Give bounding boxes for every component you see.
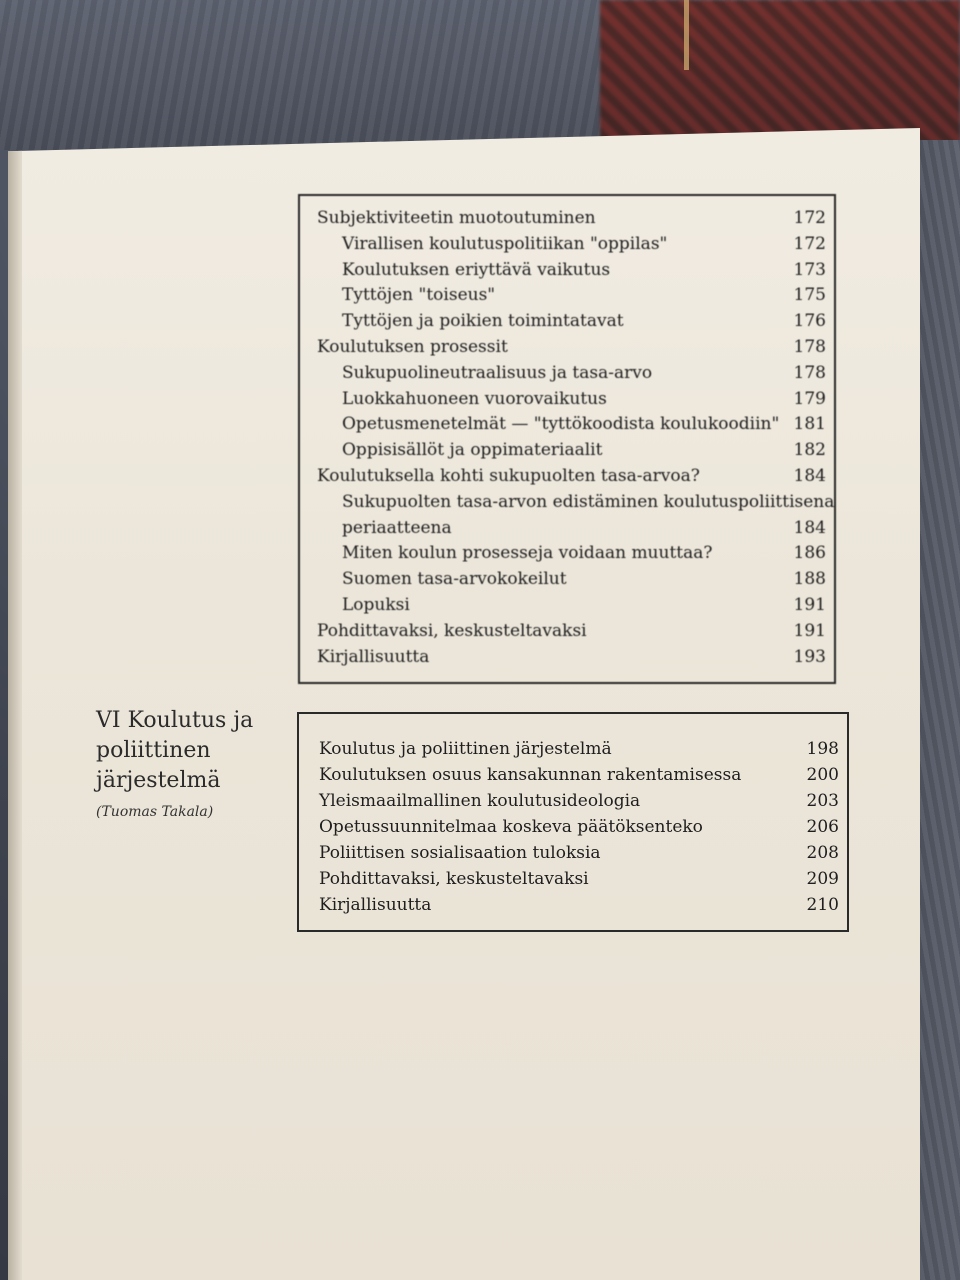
toc-box-part-1 — [298, 194, 836, 684]
toc-entry-page: 210 — [806, 895, 839, 915]
toc-entry-title: Koulutuksella kohti sukupuolten tasa-arvoa? — [317, 465, 700, 486]
toc-entry — [299, 762, 847, 788]
toc-entry-page: 209 — [806, 869, 839, 889]
section-heading — [96, 706, 286, 796]
section-heading-line: järjestelmä — [96, 768, 221, 793]
toc-entry-title: Tyttöjen ja poikien toimintatavat — [342, 311, 624, 332]
toc-entry — [300, 387, 834, 413]
background-rod — [684, 0, 689, 70]
toc-entry-page: 191 — [793, 594, 826, 615]
toc-entry-title: Yleismaailmallinen koulutusideologia — [319, 791, 641, 811]
toc-entry — [300, 593, 834, 619]
toc-entry — [300, 567, 834, 593]
toc-entry-title: Lopuksi — [342, 594, 410, 615]
toc-entry — [300, 335, 834, 361]
toc-entry-title: Koulutuksen eriyttävä vaikutus — [342, 259, 611, 280]
toc-entry-title: Koulutuksen prosessit — [317, 336, 508, 357]
toc-entry — [300, 258, 834, 284]
toc-entry — [300, 645, 834, 671]
toc-list-part-1 — [300, 206, 834, 670]
toc-box-part-2 — [297, 712, 849, 932]
toc-entry-page: 200 — [806, 765, 839, 785]
toc-entry — [299, 866, 847, 892]
toc-entry-title: Subjektiviteetin muotoutuminen — [317, 208, 596, 228]
toc-entry-title: Opetussuunnitelmaa koskeva päätöksenteko — [319, 817, 703, 837]
toc-entry-title: Opetusmenetelmät — "tyttökoodista koulukoodiin" — [342, 414, 780, 435]
toc-entry — [299, 736, 847, 762]
toc-entry-page: 198 — [806, 739, 839, 759]
toc-entry-title: Pohdittavaksi, keskusteltavaksi — [319, 869, 589, 889]
toc-entry — [300, 516, 834, 542]
toc-entry-page: 191 — [793, 620, 826, 641]
toc-entry-page: 175 — [793, 285, 826, 306]
toc-entry — [300, 490, 834, 516]
toc-entry-title: Miten koulun prosesseja voidaan muuttaa? — [342, 543, 713, 564]
toc-entry-title: Kirjallisuutta — [317, 646, 430, 667]
toc-entry-page: 172 — [793, 208, 826, 228]
section-heading-line: VI Koulutus ja — [96, 708, 254, 733]
toc-entry — [299, 840, 847, 866]
toc-entry-page: 173 — [793, 259, 826, 280]
toc-entry-page: 178 — [793, 362, 826, 383]
toc-entry-page: 178 — [793, 336, 826, 357]
toc-entry — [300, 412, 834, 438]
toc-entry — [299, 814, 847, 840]
toc-entry-title: Sukupuolineutraalisuus ja tasa-arvo — [342, 362, 653, 383]
toc-entry — [299, 892, 847, 918]
toc-entry — [300, 206, 834, 232]
toc-entry-title: Luokkahuoneen vuorovaikutus — [342, 388, 607, 409]
toc-list-part-2 — [299, 736, 847, 918]
toc-entry-page: 186 — [793, 543, 826, 564]
toc-entry — [300, 283, 834, 309]
toc-entry-page: 181 — [793, 414, 826, 435]
toc-entry — [300, 438, 834, 464]
toc-entry-title: periaatteena — [342, 517, 452, 538]
section-heading-line: poliittinen — [96, 738, 211, 763]
toc-entry-page: 184 — [793, 465, 826, 486]
toc-entry-title: Virallisen koulutuspolitiikan "oppilas" — [342, 233, 668, 254]
toc-entry-title: Tyttöjen "toiseus" — [342, 285, 496, 306]
toc-entry-title: Sukupuolten tasa-arvon edistäminen koulutuspoliittisena — [342, 491, 835, 512]
toc-entry — [300, 464, 834, 490]
toc-entry-title: Koulutuksen osuus kansakunnan rakentamisessa — [319, 765, 742, 785]
toc-entry-title: Kirjallisuutta — [319, 895, 432, 915]
page-binding-edge — [8, 128, 22, 1280]
toc-entry-title: Poliittisen sosialisaation tuloksia — [319, 843, 601, 863]
toc-entry — [300, 309, 834, 335]
toc-entry — [300, 232, 834, 258]
toc-entry-title: Oppisisällöt ja oppimateriaalit — [342, 440, 603, 461]
toc-entry-page: 193 — [793, 646, 826, 667]
toc-entry-page: 179 — [793, 388, 826, 409]
toc-entry — [300, 361, 834, 387]
toc-entry-title: Suomen tasa-arvokokeilut — [342, 569, 567, 590]
toc-entry-title: Koulutus ja poliittinen järjestelmä — [319, 739, 612, 759]
toc-entry-page: 176 — [793, 311, 826, 332]
toc-entry-page: 206 — [806, 817, 839, 837]
toc-entry-page: 182 — [793, 440, 826, 461]
toc-entry-title: Pohdittavaksi, keskusteltavaksi — [317, 620, 587, 641]
toc-entry — [300, 619, 834, 645]
toc-entry-page: 188 — [793, 569, 826, 590]
toc-entry-page: 172 — [793, 233, 826, 254]
section-author: (Tuomas Takala) — [96, 804, 214, 820]
toc-entry — [299, 788, 847, 814]
toc-entry-page: 208 — [806, 843, 839, 863]
toc-entry — [300, 541, 834, 567]
toc-entry-page: 203 — [806, 791, 839, 811]
toc-entry-page: 184 — [793, 517, 826, 538]
